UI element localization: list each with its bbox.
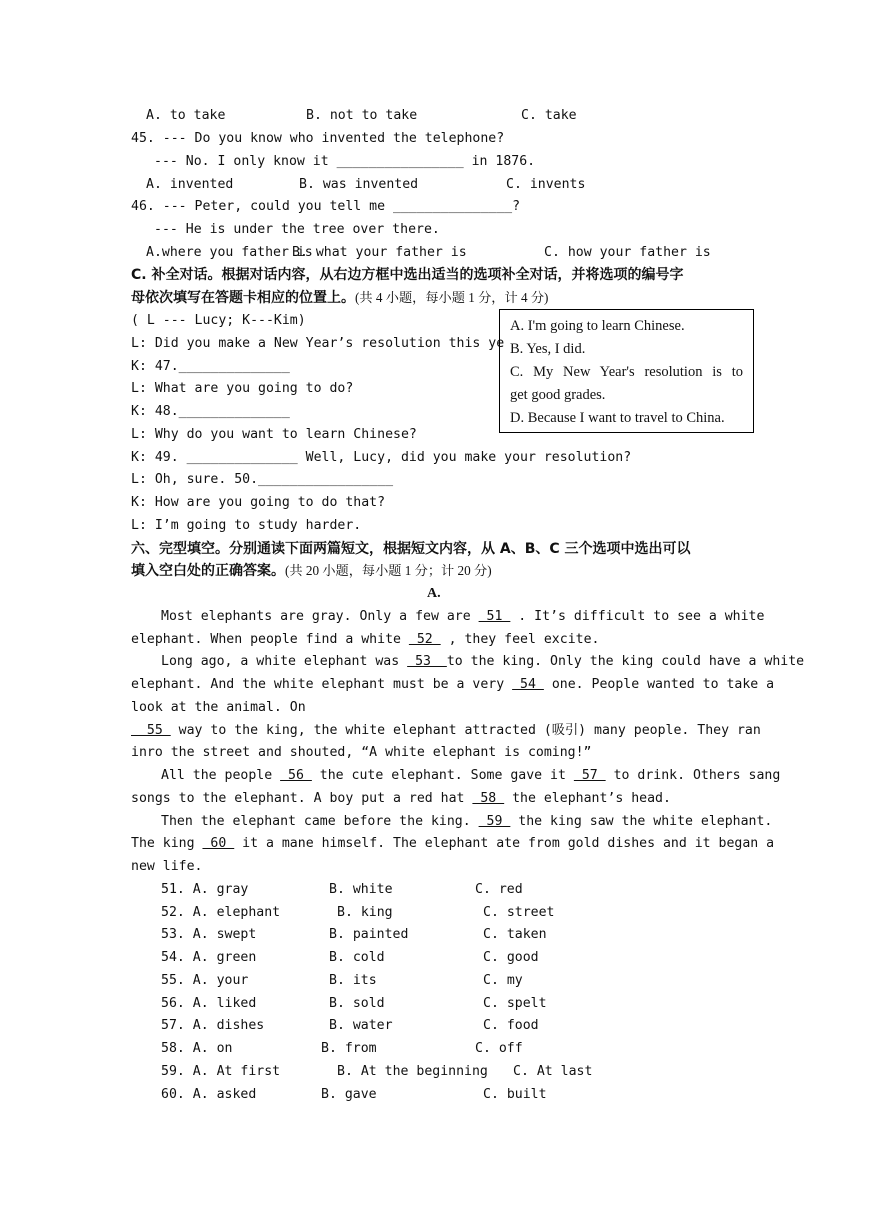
q46-question: 46. --- Peter, could you tell me _______________? [131,199,521,214]
option-row-c: C. At last [513,1064,593,1079]
dialog-line: K: How are you going to do that? [131,495,386,510]
section-c-heading-line1: C. 补全对话。根据对话内容，从右边方框中选出适当的选项补全对话，并将选项的编号字 [131,267,684,283]
passage-label: A. [427,586,441,601]
option-row-a: 55. A. your [161,973,249,988]
option-row-a: 52. A. elephant [161,905,281,920]
option-row-b: B. water [329,1018,393,1033]
blank-59: 59 [478,814,511,829]
option-row-b: B. its [329,973,377,988]
section-c-heading-text: 母依次填写在答题卡相应的位置上。 [131,290,355,306]
option-row-b: B. gave [321,1087,377,1102]
passage-line: 55 way to the king, the white elephant attracted (吸引) many people. They ran [131,723,761,738]
blank-52: 52 [408,632,441,647]
box-option-a: A. I'm going to learn Chinese. [510,318,685,334]
option-row-a: 56. A. liked [161,996,257,1011]
section-6-note: (共 20 小题，每小题 1 分；计 20 分) [285,563,492,578]
dialog-line: K: 48.______________ [131,404,290,419]
option-row-a: 57. A. dishes [161,1018,265,1033]
option-row-b: B. painted [329,927,409,942]
q45-answer-line: --- No. I only know it ________________ in 1876. [154,154,536,169]
passage-line: inro the street and shouted, “A white elephant is coming!” [131,745,592,760]
blank-51: 51 [478,609,511,624]
blank-56: 56 [280,768,312,783]
box-option-c-cont: get good grades. [510,387,606,403]
section-6-heading-line1: 六、完型填空。分别通读下面两篇短文，根据短文内容，从 A、B、C 三个选项中选出可以 [131,541,691,557]
q45-option-b: B. was invented [299,177,419,192]
option-row-c: C. red [475,882,523,897]
q46-option-b: B. what your father is [292,245,467,260]
option-row-b: B. white [329,882,393,897]
passage-line: Long ago, a white elephant was 53 to the king. Only the king could have a white [161,654,805,669]
box-option-c: C. My New Year's resolution is to [510,364,743,380]
option-row-b: B. king [337,905,393,920]
passage-line: elephant. And the white elephant must be a very 54 one. People wanted to take a [131,677,775,692]
blank-57: 57 [573,768,606,783]
option-row-c: C. built [483,1087,547,1102]
section-c-heading-line2 [131,289,548,307]
passage-line: Then the elephant came before the king. 59 the king saw the white elephant. [161,814,773,829]
section-6-heading-text: 填入空白处的正确答案。 [131,563,285,579]
box-option-b: B. Yes, I did. [510,341,586,357]
q44-option-a: A. to take [146,108,226,123]
option-row-a: 54. A. green [161,950,257,965]
dialog-line: L: Why do you want to learn Chinese? [131,427,417,442]
blank-55: 55 [131,723,171,738]
option-row-a: 59. A. At first [161,1064,281,1079]
box-option-d: D. Because I want to travel to China. [510,410,725,426]
passage-line: songs to the elephant. A boy put a red hat 58 the elephant’s head. [131,791,671,806]
blank-53: 53 [407,654,447,669]
option-row-c: C. my [483,973,523,988]
option-row-c: C. spelt [483,996,547,1011]
answer-options-box [499,309,754,433]
option-row-b: B. At the beginning [337,1064,488,1079]
blank-58: 58 [472,791,505,806]
passage-line: new life. [131,859,203,874]
passage-line: The king 60 it a mane himself. The elephant ate from gold dishes and it began a [131,836,775,851]
blank-54: 54 [512,677,544,692]
dialog-line: ( L --- Lucy; K---Kim) [131,313,306,328]
option-row-c: C. food [483,1018,539,1033]
passage-line: All the people 56 the cute elephant. Some gave it 57 to drink. Others sang [161,768,781,783]
option-row-c: C. taken [483,927,547,942]
q46-option-a: A.where you father is [146,245,313,260]
option-row-a: 58. A. on [161,1041,233,1056]
option-row-c: C. street [483,905,555,920]
option-row-b: B. from [321,1041,377,1056]
q44-option-c: C. take [521,108,577,123]
passage-line: look at the animal. On [131,700,306,715]
section-6-heading-line2 [131,562,492,580]
dialog-line: L: Did you make a New Year’s resolution this ye [131,336,505,351]
q45-option-a: A. invented [146,177,234,192]
option-row-b: B. cold [329,950,385,965]
passage-line: Most elephants are gray. Only a few are 51 . It’s difficult to see a white [161,609,765,624]
option-row-c: C. off [475,1041,523,1056]
blank-60: 60 [202,836,235,851]
option-row-c: C. good [483,950,539,965]
option-row-a: 53. A. swept [161,927,257,942]
q45-question: 45. --- Do you know who invented the telephone? [131,131,505,146]
q46-answer-line: --- He is under the tree over there. [154,222,440,237]
dialog-line: L: I’m going to study harder. [131,518,362,533]
q45-option-c: C. invents [506,177,586,192]
q46-option-c: C. how your father is [544,245,711,260]
option-row-a: 51. A. gray [161,882,249,897]
option-row-a: 60. A. asked [161,1087,257,1102]
dialog-line: K: 47.______________ [131,359,290,374]
passage-line: elephant. When people find a white 52 , they feel excite. [131,632,600,647]
option-row-b: B. sold [329,996,385,1011]
dialog-line: L: Oh, sure. 50._________________ [131,472,394,487]
dialog-line: K: 49. ______________ Well, Lucy, did you make your resolution? [131,450,632,465]
q44-option-b: B. not to take [306,108,418,123]
dialog-line: L: What are you going to do? [131,381,354,396]
section-c-note: (共 4 小题，每小题 1 分，计 4 分) [355,290,549,305]
